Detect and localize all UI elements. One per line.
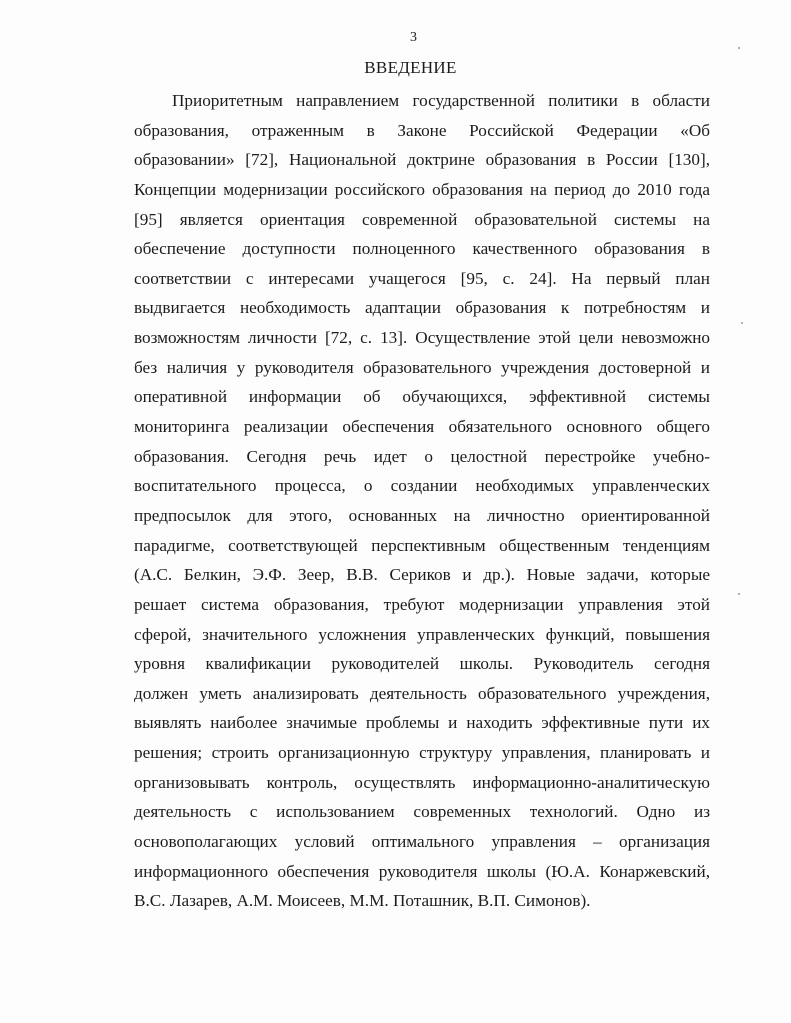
text-line: Концепции модернизации российского образования на период до 2010 года bbox=[134, 179, 710, 199]
text-line: выдвигается необходимость адаптации образования к потребностям и bbox=[134, 298, 710, 318]
text-line: выявлять наиболее значимые проблемы и находить эффективные пути их bbox=[134, 713, 710, 733]
text-line: сферой, значительного усложнения управленческих функций, повышения bbox=[134, 624, 710, 644]
text-line: возможностям личности [72, с. 13]. Осуществление этой цели невозможно bbox=[134, 328, 710, 348]
text-line: основополагающих условий оптимального управления – организация bbox=[134, 832, 710, 852]
text-line: соответствии с интересами учащегося [95, с. 24]. На первый план bbox=[134, 268, 710, 288]
text-line: воспитательного процесса, о создании необходимых управленческих bbox=[134, 476, 710, 496]
text-line: должен уметь анализировать деятельность образовательного учреждения, bbox=[134, 683, 710, 703]
text-line: мониторинга реализации обеспечения обязательного основного общего bbox=[134, 417, 710, 437]
scan-speck bbox=[738, 593, 740, 595]
text-line: оперативной информации об обучающихся, эффективной системы bbox=[134, 387, 710, 407]
text-line: Приоритетным направлением государственной политики в области bbox=[172, 91, 710, 110]
page-title: ВВЕДЕНИЕ bbox=[364, 58, 457, 77]
text-line: уровня квалификации руководителей школы. Руководитель сегодня bbox=[134, 654, 710, 674]
text-line: деятельность с использованием современных технологий. Одно из bbox=[134, 802, 710, 822]
introduction-paragraph bbox=[134, 86, 710, 916]
text-line: обеспечение доступности полноценного качественного образования в bbox=[134, 239, 710, 259]
text-line: парадигме, соответствующей перспективным общественным тенденциям bbox=[134, 535, 710, 555]
page-number: 3 bbox=[410, 30, 417, 45]
text-line: [95] является ориентация современной образовательной системы на bbox=[134, 209, 710, 229]
scan-speck bbox=[741, 322, 743, 324]
text-line: информационного обеспечения руководителя школы (Ю.А. Конаржевский, bbox=[134, 861, 710, 881]
text-line: решения; строить организационную структуру управления, планировать и bbox=[134, 743, 710, 763]
text-line: образования. Сегодня речь идет о целостной перестройке учебно- bbox=[134, 446, 710, 466]
text-line: (А.С. Белкин, Э.Ф. Зеер, В.В. Сериков и др.). Новые задачи, которые bbox=[134, 565, 710, 585]
text-line: решает система образования, требуют модернизации управления этой bbox=[134, 594, 710, 614]
text-line: предпосылок для этого, основанных на личностно ориентированной bbox=[134, 505, 710, 525]
text-line: образования, отраженным в Законе Российской Федерации «Об bbox=[134, 120, 710, 140]
text-line: без наличия у руководителя образовательного учреждения достоверной и bbox=[134, 357, 710, 377]
text-line: образовании» [72], Национальной доктрине образования в России [130], bbox=[134, 150, 710, 170]
text-line: В.С. Лазарев, А.М. Моисеев, М.М. Поташник, В.П. Симонов). bbox=[134, 891, 591, 911]
text-line: организовывать контроль, осуществлять информационно-аналитическую bbox=[134, 772, 710, 792]
scan-speck bbox=[738, 47, 740, 49]
